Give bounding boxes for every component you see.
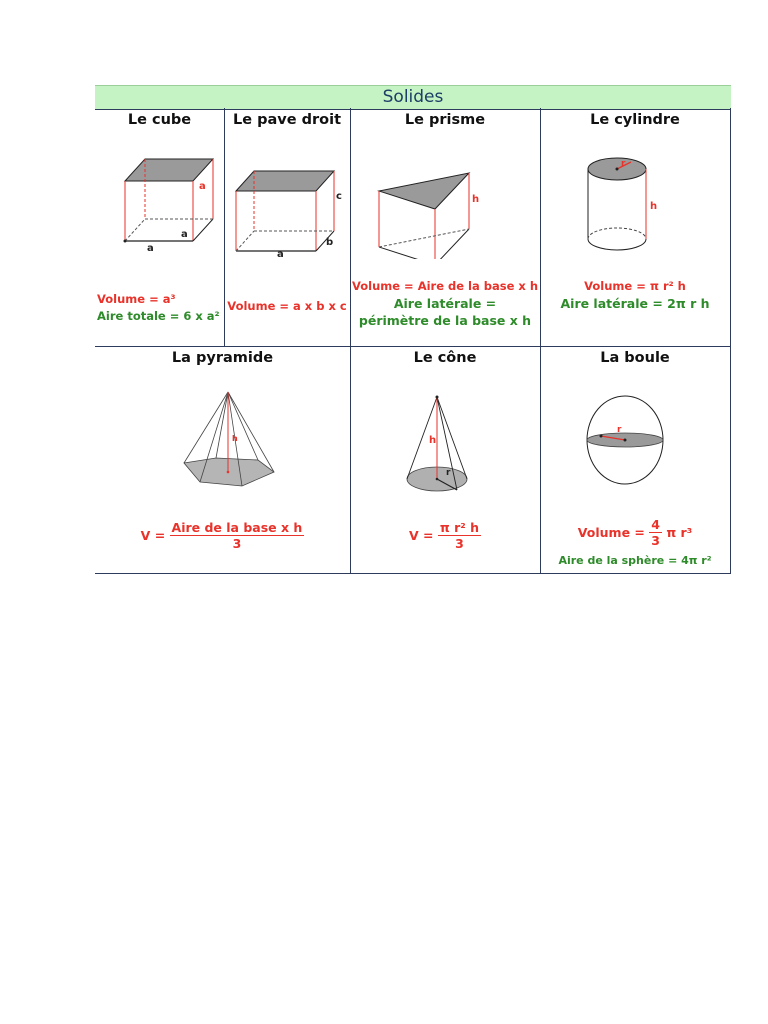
- prisme-volume: Volume = Aire de la base x h: [351, 279, 539, 293]
- boule-v: Volume =: [577, 525, 645, 540]
- pave-figure: [230, 165, 350, 265]
- cylindre-label-h: h: [650, 201, 658, 212]
- cone-formula: [350, 520, 540, 551]
- cone-fraction: [438, 520, 481, 551]
- cube-figure: [115, 153, 225, 253]
- divider: [540, 108, 541, 573]
- prisme-title: Le prisme: [404, 112, 486, 128]
- cone-figure: [401, 395, 491, 495]
- pave-title: Le pave droit: [232, 112, 341, 128]
- boule-title: La boule: [600, 350, 670, 366]
- pyramide-den: 3: [232, 536, 242, 551]
- cube-title: Le cube: [127, 112, 192, 128]
- pave-volume: Volume = a x b x c: [227, 299, 347, 313]
- cone-den: 3: [455, 536, 464, 551]
- cylindre-title: Le cylindre: [590, 112, 680, 128]
- boule-aire: Aire de la sphère = 4π r²: [558, 554, 712, 567]
- cube-label-a: a: [199, 181, 206, 192]
- cube-volume: Volume = a³: [97, 292, 176, 306]
- pyramide-label-h: h: [232, 434, 238, 443]
- boule-fraction: [649, 517, 662, 548]
- prisme-figure: [373, 169, 483, 259]
- boule-figure: [585, 390, 675, 490]
- pyramide-formula: [95, 520, 350, 551]
- pyramide-fraction: [170, 520, 305, 551]
- table-header: Solides: [95, 85, 731, 110]
- cone-num: π r² h: [439, 520, 479, 535]
- pyramide-num: Aire de la base x h: [171, 520, 303, 535]
- pyramide-title: La pyramide: [171, 350, 274, 366]
- pyramide-v: V =: [140, 528, 166, 543]
- boule-suffix: π r³: [666, 525, 693, 540]
- boule-formula: [540, 517, 730, 548]
- cylindre-volume: Volume = π r² h: [584, 279, 686, 293]
- pave-label-b: b: [326, 237, 334, 248]
- boule-num: 4: [651, 517, 660, 532]
- divider: [95, 346, 731, 347]
- cylindre-aire: Aire latérale = 2π r h: [560, 296, 710, 311]
- cube-label-a: a: [147, 243, 154, 254]
- cylindre-figure: [585, 155, 685, 255]
- prisme-label-h: h: [472, 194, 480, 205]
- divider: [350, 108, 351, 573]
- cone-label-h: h: [429, 435, 437, 446]
- cube-aire: Aire totale = 6 x a²: [97, 309, 220, 323]
- prisme-aire-1: Aire latérale =: [393, 296, 497, 311]
- cone-title: Le cône: [413, 350, 477, 366]
- boule-label-r: r: [617, 425, 622, 435]
- cone-v: V =: [409, 528, 434, 543]
- cylindre-label-r: r: [621, 159, 626, 169]
- pave-label-c: c: [336, 191, 342, 202]
- divider: [730, 108, 731, 573]
- cone-label-r: r: [446, 468, 451, 478]
- pave-label-a: a: [277, 249, 284, 260]
- prisme-aire-2: périmètre de la base x h: [358, 313, 532, 328]
- cube-label-a: a: [181, 229, 188, 240]
- boule-den: 3: [651, 533, 660, 548]
- solids-table: [95, 85, 731, 574]
